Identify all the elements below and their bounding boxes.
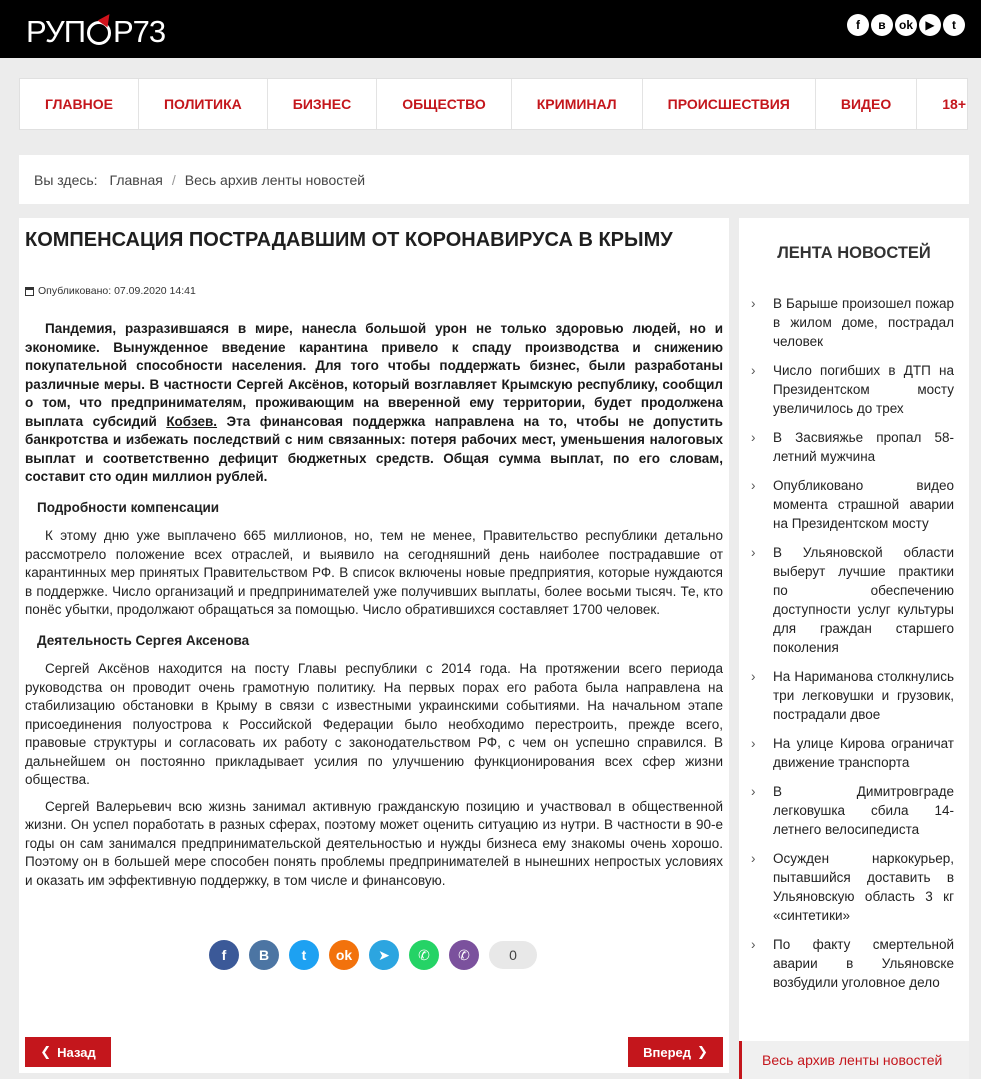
odnoklassniki-share-icon[interactable]: ok (329, 940, 359, 970)
news-feed-list (751, 294, 954, 1002)
site-logo[interactable] (26, 14, 165, 50)
youtube-icon[interactable]: ▶ (919, 14, 941, 36)
news-feed-sidebar (739, 218, 969, 1079)
prev-label: Назад (57, 1044, 96, 1060)
vk-icon[interactable]: в (871, 14, 893, 36)
calendar-icon (25, 287, 34, 296)
news-feed-item[interactable] (751, 849, 954, 925)
nav-item-7[interactable]: 18+ (942, 96, 966, 112)
news-feed-item[interactable] (751, 667, 954, 724)
breadcrumb (19, 155, 969, 204)
news-feed-item[interactable] (751, 428, 954, 466)
news-feed-item-title: На Нариманова столкнулись три легковушки и грузовик, пострадали двое (773, 669, 954, 722)
share-count: 0 (489, 941, 537, 969)
bullet-chevron-icon: › (751, 851, 756, 866)
nav-item-2[interactable]: БИЗНЕС (268, 79, 377, 129)
telegram-share-icon[interactable]: ➤ (369, 940, 399, 970)
news-feed-item[interactable] (751, 734, 954, 772)
nav-item-5[interactable]: ПРОИСШЕСТВИЯ (643, 79, 816, 129)
section-heading-compensation: Подробности компенсации (37, 499, 220, 515)
chevron-left-icon: ❮ (40, 1044, 52, 1059)
facebook-share-icon[interactable]: f (209, 940, 239, 970)
publish-date: Опубликовано: 07.09.2020 14:41 (38, 285, 196, 297)
bullet-chevron-icon: › (751, 430, 756, 445)
news-feed-item[interactable] (751, 935, 954, 992)
breadcrumb-label: Вы здесь: (34, 171, 98, 188)
chevron-right-icon: ❯ (697, 1044, 708, 1059)
archive-link[interactable]: Весь архив ленты новостей (739, 1041, 969, 1079)
news-feed-item[interactable] (751, 543, 954, 657)
twitter-icon[interactable]: t (943, 14, 965, 36)
bullet-chevron-icon: › (751, 363, 756, 378)
bullet-chevron-icon: › (751, 296, 756, 311)
breadcrumb-current: Весь архив ленты новостей (184, 171, 366, 188)
article-body (25, 320, 723, 898)
news-feed-item[interactable] (751, 294, 954, 351)
article-container (19, 218, 729, 1073)
viber-share-icon[interactable]: ✆ (449, 940, 479, 970)
lead-text-start: Пандемия, разразившаяся в мире, нанесла большой урон не только здоровью людей, но и экономике. Вынужденное введение карантина привело к спаду производства и снижению покупательной способности населения. Для того чтобы поддержать бизнес, были разработаны различные меры. В частности Сергей Аксёнов, который возглавляет Крымскую республику, сообщил о том, что предпринимателям, проживающим на вверенной ему территории, будет продолжена выплата субсидий (25, 321, 723, 429)
next-label: Вперед (643, 1044, 691, 1060)
whatsapp-share-icon[interactable]: ✆ (409, 940, 439, 970)
news-feed-item-title: В Барыше произошел пожар в жилом доме, пострадал человек (773, 296, 954, 349)
section-heading-aksenov: Деятельность Сергея Аксенова (37, 632, 250, 648)
news-feed-item-title: На улице Кирова ограничат движение транспорта (773, 736, 954, 770)
share-bar (209, 940, 537, 970)
publish-info (25, 285, 196, 297)
news-feed-item-title: Осужден наркокурьер, пытавшийся доставить в Ульяновскую область 3 кг «синтетики» (773, 851, 954, 923)
main-nav (19, 78, 968, 130)
paragraph-compensation: К этому дню уже выплачено 665 миллионов, но, тем не менее, Правительство республики детально рассмотрело положение всех отраслей, и выявило на сегодняшний день наиболее пострадавшие от карантинных мер принятых Правительством РФ. В список включены новые предприятия, которые нуждаются в поддержке. Число организаций и предпринимателей уже получивших выплаты, более восьми тысяч. Те, кто понёс убытки, продолжают обращаться за помощью. Число обратившихся составляет 1700 человек. (25, 528, 723, 617)
twitter-share-icon[interactable]: t (289, 940, 319, 970)
paragraph-aksenov-1: Сергей Аксёнов находится на посту Главы республики с 2014 года. На протяжении всего периода руководства он проводит очень грамотную политику. На первых порах его работа была направлена на стабилизацию обстановки в Крыму в связи с известными украинскими событиями. На начальном этапе присоединения полуострова к Российской Федерации было необходимо перестроить, прежде всего, правовые структуры и согласовать их работу с законодательством РФ, с чем он успешно справился. В дальнейшем он постоянно прикладывает усилия по улучшению функционирования всех сфер жизни общества. (25, 661, 723, 787)
social-links (847, 14, 965, 36)
news-feed-item[interactable] (751, 476, 954, 533)
bullet-chevron-icon: › (751, 736, 756, 751)
logo-text-left: РУП (26, 14, 85, 49)
nav-item-3[interactable]: ОБЩЕСТВО (377, 79, 512, 129)
news-feed-item-title: В Димитровграде легковушка сбила 14-летнего велосипедиста (773, 784, 954, 837)
news-feed-item-title: По факту смертельной аварии в Ульяновске возбудили уголовное дело (773, 937, 954, 990)
next-article-button[interactable] (628, 1037, 723, 1067)
vk-share-icon[interactable]: В (249, 940, 279, 970)
breadcrumb-home-link[interactable]: Главная (109, 171, 163, 188)
lead-text-end: Эта финансовая поддержка направлена на то, чтобы не допустить банкротства и избежать последствий с ним связанных: потеря рабочих мест, уменьшения налоговых выплат и соответственно дефицит бюджетных средств. Общая сумма выплат, по его словам, составит сто один миллион рублей. (25, 413, 723, 484)
bullet-chevron-icon: › (751, 784, 756, 799)
site-header (0, 0, 981, 58)
article-title: КОМПЕНСАЦИЯ ПОСТРАДАВШИМ ОТ КОРОНАВИРУСА В КРЫМУ (25, 229, 673, 251)
news-feed-item-title: Опубликовано видео момента страшной аварии на Президентском мосту (773, 478, 954, 531)
news-feed-item[interactable] (751, 361, 954, 418)
nav-item-6[interactable]: ВИДЕО (816, 79, 917, 129)
news-feed-item[interactable] (751, 782, 954, 839)
news-feed-item-title: Число погибших в ДТП на Президентском мосту увеличилось до трех (773, 363, 954, 416)
nav-item-1[interactable]: ПОЛИТИКА (139, 79, 268, 129)
logo-mark-icon (86, 19, 112, 45)
article-lead (25, 320, 723, 487)
news-feed-item-title: В Засвияжье пропал 58-летний мужчина (773, 430, 954, 464)
kobzev-link[interactable]: Кобзев. (166, 413, 218, 429)
bullet-chevron-icon: › (751, 478, 756, 493)
nav-item-0[interactable]: ГЛАВНОЕ (20, 79, 139, 129)
breadcrumb-separator: / (171, 171, 176, 188)
news-feed-item-title: В Ульяновской области выберут лучшие практики по обеспечению доступности услуг культуры для граждан старшего поколения (773, 545, 954, 655)
nav-item-4[interactable]: КРИМИНАЛ (512, 79, 643, 129)
bullet-chevron-icon: › (751, 937, 756, 952)
sidebar-title: ЛЕНТА НОВОСТЕЙ (777, 244, 931, 262)
prev-article-button[interactable] (25, 1037, 111, 1067)
odnoklassniki-icon[interactable]: ok (895, 14, 917, 36)
paragraph-aksenov-2: Сергей Валерьевич всю жизнь занимал активную гражданскую позицию и участвовал в общественной жизни. Он успел поработать в разных сферах, поэтому может оценить ситуацию из нутри. В частности в 90-е годы он сам занимался предпринимательской деятельностью и нужды бизнеса ему знакомы очень хорошо. Поэтому он в большей мере способен понять проблемы предпринимателей в нынешних непростых условиях и оказать им эффективную поддержку, в том числе и финансовую. (25, 798, 723, 888)
bullet-chevron-icon: › (751, 545, 756, 560)
logo-text-right: Р73 (112, 14, 166, 49)
facebook-icon[interactable]: f (847, 14, 869, 36)
bullet-chevron-icon: › (751, 669, 756, 684)
